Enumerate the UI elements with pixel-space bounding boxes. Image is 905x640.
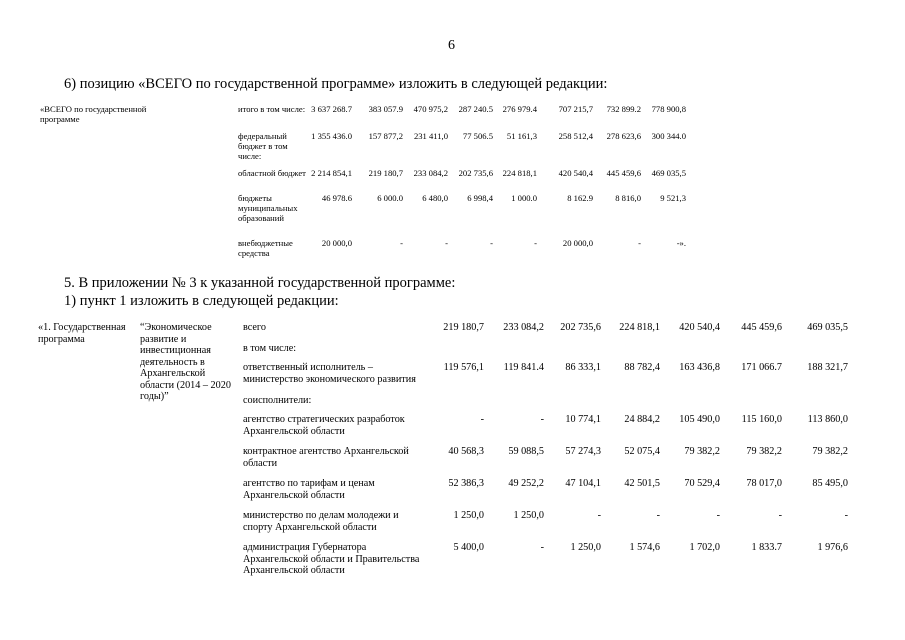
section-6-heading: 6) позицию «ВСЕГО по государственной программе» изложить в следующей редакции: (64, 76, 608, 92)
table1-cell: 420 540,4 (558, 168, 593, 178)
table1-cell: - (490, 238, 493, 248)
section-5-heading: 5. В приложении № 3 к указанной государственной программе: (64, 275, 456, 291)
table2-row-label: контрактное агентство Архангельской области (243, 446, 409, 469)
table2-cell: 78 017,0 (746, 478, 782, 489)
table1-cell: 9 521,3 (660, 193, 686, 203)
table1-cell: 276 979.4 (502, 104, 537, 114)
table1-cell: 383 057.9 (368, 104, 403, 114)
table1-row-label: итого в том числе: (238, 104, 306, 114)
table1-cell: - (400, 238, 403, 248)
table2-row-label: агентство стратегических разработок Архангельской области (243, 414, 405, 437)
table2-cell: 52 075,4 (624, 446, 660, 457)
table1-cell: 202 735,6 (458, 168, 493, 178)
table2-cell: 79 382,2 (812, 446, 848, 457)
table2-cell: 59 088,5 (508, 446, 544, 457)
table1-cell: 46 978.6 (321, 193, 352, 203)
table1-cell: 8 816,0 (615, 193, 641, 203)
table1-cell: 1 000.0 (511, 193, 537, 203)
table1-cell: 157 877,2 (368, 131, 403, 141)
table2-program-cell: «1. Государственная программа (38, 322, 126, 345)
table2-cell: 1 833.7 (751, 542, 782, 553)
table2-cell: - (656, 510, 660, 521)
table2-cell: 49 252,2 (508, 478, 544, 489)
table1-cell: 1 355 436.0 (311, 131, 352, 141)
table1-cell: - (534, 238, 537, 248)
table2-cell: - (540, 542, 544, 553)
table2-cell: 10 774,1 (565, 414, 601, 425)
table1-cell: - (638, 238, 641, 248)
table1-cell: 77 506.5 (462, 131, 493, 141)
table2-cell: 115 160,0 (741, 414, 782, 425)
table2-cell: - (778, 510, 782, 521)
table1-cell: 6 480,0 (422, 193, 448, 203)
table1-cell: 224 818,1 (502, 168, 537, 178)
table2-cell: - (716, 510, 720, 521)
table1-cell: 278 623,6 (606, 131, 641, 141)
table1-cell: 732 899.2 (606, 104, 641, 114)
table2-cell: 219 180,7 (443, 322, 484, 333)
table1-row-label: бюджеты муниципальных образований (238, 193, 298, 223)
table2-cell: 1 250,0 (570, 542, 601, 553)
page-number: 6 (448, 38, 455, 53)
table2-cell: 105 490,0 (679, 414, 720, 425)
table2-cell: 40 568,3 (448, 446, 484, 457)
table1-cell: 231 411,0 (413, 131, 448, 141)
item-1-heading: 1) пункт 1 изложить в следующей редакции: (64, 293, 339, 309)
table1-cell: 20 000,0 (321, 238, 352, 248)
table2-cell: - (540, 414, 544, 425)
table1-cell: 258 512,4 (558, 131, 593, 141)
table2-row-label: министерство по делам молодежи и спорту Архангельской области (243, 510, 399, 533)
table2-cell: 188 321,7 (807, 362, 848, 373)
table2-row-label: всего (243, 322, 266, 333)
table2-cell: 79 382,2 (746, 446, 782, 457)
table2-cell: 420 540,4 (679, 322, 720, 333)
table2-cell: 79 382,2 (684, 446, 720, 457)
table2-cell: 1 250,0 (453, 510, 484, 521)
table1-cell: 219 180,7 (368, 168, 403, 178)
table1-row-label: федеральный бюджет в том числе: (238, 131, 288, 161)
table2-cell: 445 459,6 (741, 322, 782, 333)
table2-cell: 113 860,0 (807, 414, 848, 425)
table1-cell: 20 000,0 (562, 238, 593, 248)
table2-cell: 85 495,0 (812, 478, 848, 489)
table1-cell: 3 637 268.7 (311, 104, 352, 114)
table2-cell: 1 702,0 (689, 542, 720, 553)
table1-cell: - (445, 238, 448, 248)
table2-cell: - (480, 414, 484, 425)
table2-row-label: ответственный исполнитель – министерство экономического развития (243, 362, 416, 385)
table2-program-name-cell: “Экономическое развитие и инвестиционная деятельность в Архангельской области (2014 – 2020 годы)” (140, 322, 231, 402)
table1-cell: 51 161,3 (506, 131, 537, 141)
table1-cell: 469 035,5 (651, 168, 686, 178)
table2-cell: 24 884,2 (624, 414, 660, 425)
table2-cell: 5 400,0 (453, 542, 484, 553)
table2-row-label: агентство по тарифам и ценам Архангельской области (243, 478, 375, 501)
table1-cell: 6 998,4 (467, 193, 493, 203)
table2-cell: 469 035,5 (807, 322, 848, 333)
table2-cell: 42 501,5 (624, 478, 660, 489)
table2-cell: 57 274,3 (565, 446, 601, 457)
table2-cell: - (597, 510, 601, 521)
table2-cell: 224 818,1 (619, 322, 660, 333)
table1-cell: 445 459,6 (606, 168, 641, 178)
table1-cell: 287 240.5 (458, 104, 493, 114)
table2-cell: 1 574,6 (629, 542, 660, 553)
table2-cell: 119 841.4 (503, 362, 544, 373)
table1-cell: 470 975,2 (413, 104, 448, 114)
table1-cell: 6 000.0 (377, 193, 403, 203)
table2-cell: 202 735,6 (560, 322, 601, 333)
table2-cell: 163 436,8 (679, 362, 720, 373)
table1-cell: 8 162.9 (567, 193, 593, 203)
table1-cell: 233 084,2 (413, 168, 448, 178)
table2-row-label: соисполнители: (243, 395, 312, 406)
table2-cell: 70 529,4 (684, 478, 720, 489)
table2-cell: 52 386,3 (448, 478, 484, 489)
table1-row-label: внебюджетные средства (238, 238, 293, 258)
table2-cell: 88 782,4 (624, 362, 660, 373)
table1-cell: 707 215,7 (558, 104, 593, 114)
table2-cell: 86 333,1 (565, 362, 601, 373)
table2-cell: 233 084,2 (503, 322, 544, 333)
table1-row-label: областной бюджет (238, 168, 306, 178)
table1-row-label: «ВСЕГО по государственной программе (40, 104, 147, 124)
table1-cell: 778 900,8 (651, 104, 686, 114)
table1-cell: -». (676, 238, 686, 248)
table2-row-label: в том числе: (243, 343, 297, 354)
table2-row-label: администрация Губернатора Архангельской области и Правительства Архангельской области (243, 542, 420, 576)
table1-cell: 300 344.0 (651, 131, 686, 141)
table2-cell: 119 576,1 (443, 362, 484, 373)
table2-cell: 1 976,6 (817, 542, 848, 553)
table1-cell: 2 214 854,1 (311, 168, 352, 178)
table2-cell: 47 104,1 (565, 478, 601, 489)
table2-cell: 1 250,0 (513, 510, 544, 521)
table2-cell: - (844, 510, 848, 521)
table2-cell: 171 066.7 (741, 362, 782, 373)
